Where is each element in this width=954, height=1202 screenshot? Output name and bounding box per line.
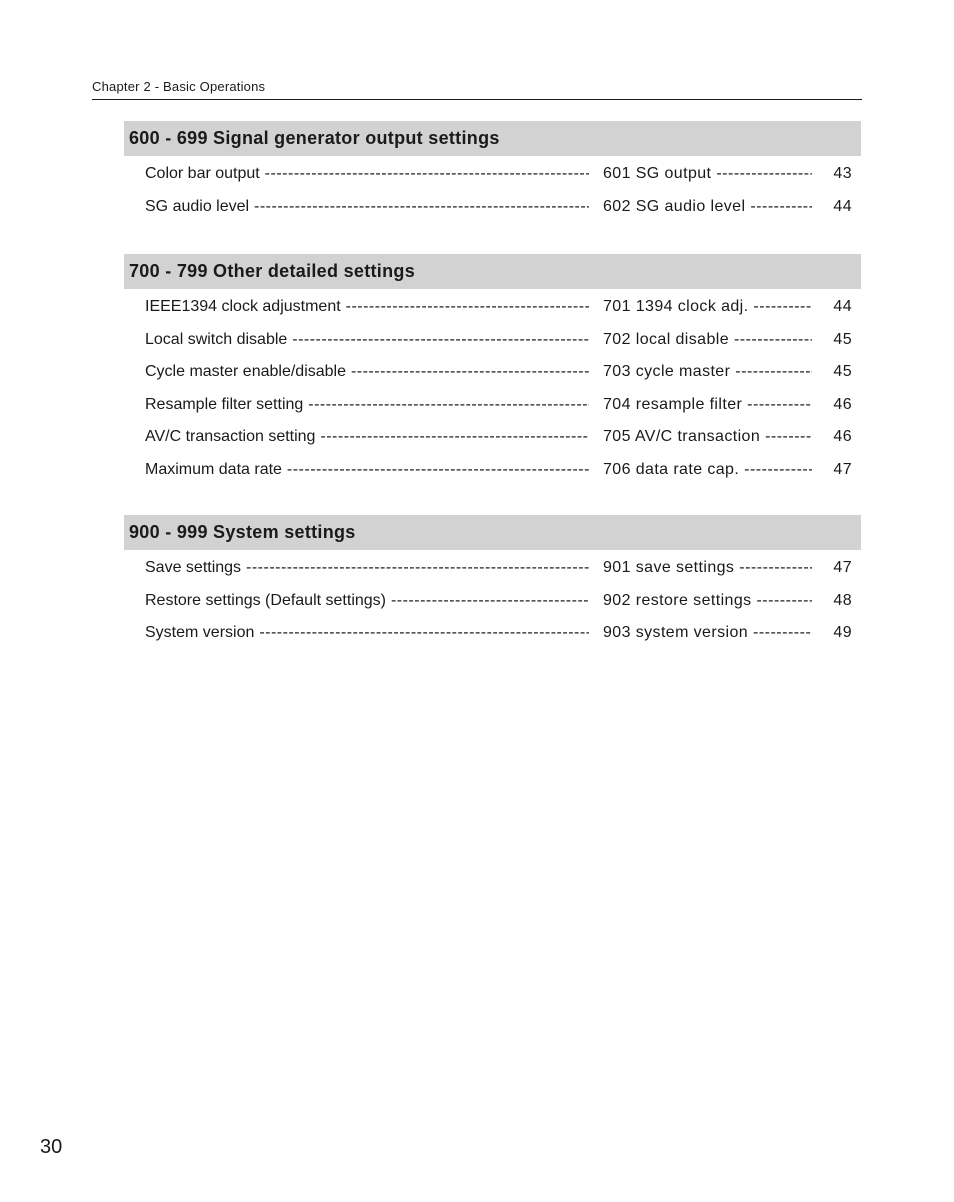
toc-item-description: Color bar output ----- bbox=[145, 158, 589, 191]
section-system bbox=[124, 515, 861, 650]
toc-row bbox=[124, 389, 861, 422]
header-rule bbox=[92, 99, 862, 100]
toc-item-menu: 903 system version ----- bbox=[603, 617, 812, 650]
chapter-header: Chapter 2 - Basic Operations bbox=[92, 79, 266, 94]
toc-item-description: Restore settings (Default settings) ----- bbox=[145, 585, 589, 618]
page-number: 30 bbox=[40, 1136, 63, 1158]
toc-row bbox=[124, 454, 861, 487]
toc-row bbox=[124, 158, 861, 191]
toc-row bbox=[124, 617, 861, 650]
toc-item-description: AV/C transaction setting ----- bbox=[145, 421, 589, 454]
section-title: 700 - 799 Other detailed settings bbox=[129, 261, 415, 281]
toc-item-menu: 701 1394 clock adj. ----- bbox=[603, 291, 812, 324]
section-other-detailed bbox=[124, 254, 861, 487]
toc-item-page: 44 bbox=[833, 197, 852, 215]
toc-item-description: IEEE1394 clock adjustment ----- bbox=[145, 291, 589, 324]
toc-item-description: Maximum data rate ----- bbox=[145, 454, 589, 487]
toc-item-page: 49 bbox=[833, 624, 852, 642]
toc-item-description: Save settings ----- bbox=[145, 552, 589, 585]
toc-item-page: 47 bbox=[833, 460, 852, 478]
toc-item-menu: 602 SG audio level ----- bbox=[603, 191, 812, 224]
toc-item-description: System version ----- bbox=[145, 617, 589, 650]
toc-item-menu: 901 save settings ----- bbox=[603, 552, 812, 585]
toc-row bbox=[124, 356, 861, 389]
section-signal-generator bbox=[124, 121, 861, 223]
toc-item-page: 44 bbox=[833, 298, 852, 315]
toc-list bbox=[124, 291, 861, 487]
toc-list bbox=[124, 158, 861, 223]
toc-row bbox=[124, 324, 861, 357]
toc-item-description: Local switch disable ----- bbox=[145, 324, 589, 357]
toc-item-menu: 702 local disable ----- bbox=[603, 324, 812, 357]
toc-item-menu: 902 restore settings ----- bbox=[603, 585, 812, 618]
toc-item-page: 47 bbox=[833, 559, 852, 576]
toc-item-page: 45 bbox=[833, 330, 852, 348]
toc-item-menu: 601 SG output ----- bbox=[603, 158, 812, 191]
toc-row bbox=[124, 552, 861, 585]
toc-item-description: Resample filter setting ----- bbox=[145, 389, 589, 422]
toc-item-menu: 705 AV/C transaction ----- bbox=[603, 421, 812, 454]
toc-list bbox=[124, 552, 861, 650]
section-title: 600 - 699 Signal generator output settings bbox=[129, 128, 500, 148]
toc-item-description: Cycle master enable/disable ----- bbox=[145, 356, 589, 389]
section-title: 900 - 999 System settings bbox=[129, 522, 356, 542]
toc-row bbox=[124, 291, 861, 324]
section-heading-bar bbox=[124, 515, 861, 550]
toc-item-menu: 706 data rate cap. ----- bbox=[603, 454, 812, 487]
toc-item-menu: 703 cycle master ----- bbox=[603, 356, 812, 389]
toc-item-page: 46 bbox=[833, 428, 852, 446]
toc-item-page: 46 bbox=[833, 395, 852, 413]
toc-item-description: SG audio level ----- bbox=[145, 191, 589, 224]
toc-row bbox=[124, 421, 861, 454]
toc-row bbox=[124, 585, 861, 618]
toc-item-page: 43 bbox=[833, 165, 852, 182]
section-heading-bar bbox=[124, 121, 861, 156]
toc-row bbox=[124, 191, 861, 224]
section-heading-bar bbox=[124, 254, 861, 289]
toc-item-page: 48 bbox=[833, 591, 852, 609]
toc-item-page: 45 bbox=[833, 363, 852, 381]
toc-item-menu: 704 resample filter ----- bbox=[603, 389, 812, 422]
